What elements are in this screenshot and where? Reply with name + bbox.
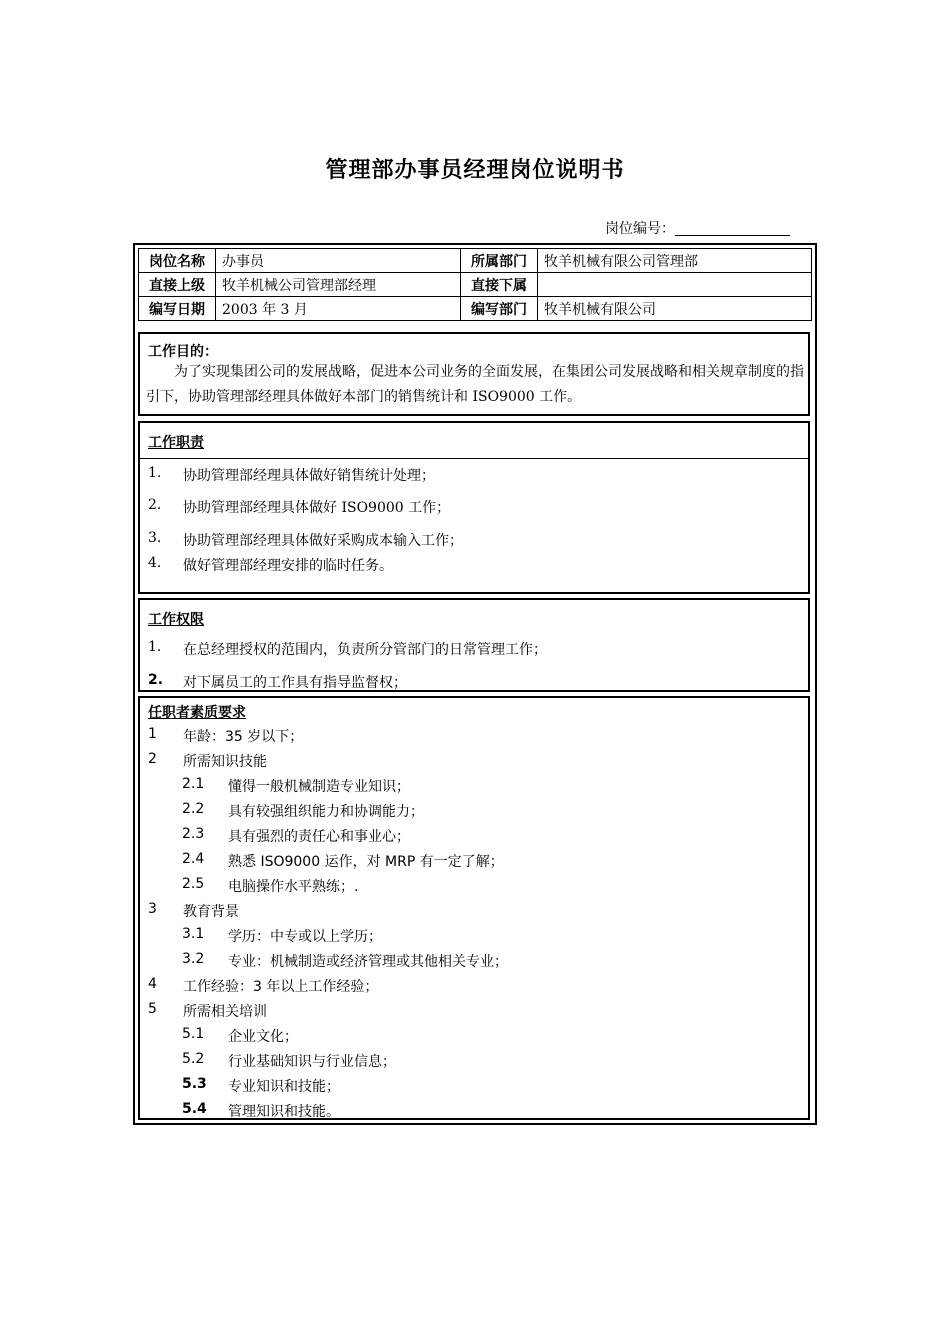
item-text: 工作经验：3 年以上工作经验； — [183, 979, 379, 995]
department-label: 所属部门 — [461, 249, 538, 273]
item-text: 企业文化； — [228, 1029, 298, 1045]
subordinate-label: 直接下属 — [461, 273, 538, 297]
item-number: 5 — [148, 1001, 157, 1017]
position-name-label: 岗位名称 — [139, 249, 216, 273]
item-text: 电脑操作水平熟练；. — [228, 879, 359, 895]
item-text: 所需相关培训 — [183, 1004, 267, 1020]
item-number: 4 — [148, 976, 157, 992]
duties-heading: 工作职责 — [148, 435, 204, 451]
item-number: 3.2 — [182, 951, 205, 967]
purpose-heading: 工作目的： — [148, 344, 218, 360]
item-text: 所需知识技能 — [183, 754, 267, 770]
department-value: 牧羊机械有限公司管理部 — [538, 249, 812, 273]
table-row — [139, 273, 812, 297]
superior-value: 牧羊机械公司管理部经理 — [216, 273, 461, 297]
item-text: 年龄：35 岁以下； — [183, 729, 304, 745]
post-number-blank — [675, 221, 790, 236]
item-text: 行业基础知识与行业信息； — [228, 1054, 396, 1070]
job-description-frame — [133, 243, 817, 1125]
requirements-heading: 任职者素质要求 — [148, 705, 246, 721]
item-number: 3 — [148, 901, 157, 917]
item-text: 专业知识和技能； — [228, 1079, 340, 1095]
item-text: 管理知识和技能。 — [228, 1104, 340, 1120]
basic-info-table — [138, 248, 812, 321]
date-value: 2003 年 3 月 — [216, 297, 461, 321]
item-text: 懂得一般机械制造专业知识； — [228, 779, 410, 795]
duties-section: 工作职责 1. 协助管理部经理具体做好销售统计处理； 2. 协助管理部经理具体做好 ISO9000 工作； 3. 协助管理部经理具体做好采购成本输入工作； 4. 做好管理部经理安排的临时任务。 — [138, 421, 810, 594]
post-number — [605, 218, 790, 238]
item-text: 具有强烈的责任心和事业心； — [228, 829, 410, 845]
subordinate-value — [538, 273, 812, 297]
item-number: 5.4 — [182, 1101, 207, 1117]
item-number: 5.3 — [182, 1076, 207, 1092]
item-number: 5.1 — [182, 1026, 205, 1042]
table-row — [139, 249, 812, 273]
purpose-section — [138, 332, 810, 416]
date-label: 编写日期 — [139, 297, 216, 321]
item-number: 2.3 — [182, 826, 205, 842]
item-text: 熟悉 ISO9000 运作，对 MRP 有一定了解； — [228, 854, 504, 870]
author-dept-label: 编写部门 — [461, 297, 538, 321]
authority-section: 工作权限 1. 在总经理授权的范围内，负责所分管部门的日常管理工作； 2. 对下属员工的工作具有指导监督权； — [138, 598, 810, 692]
item-text: 具有较强组织能力和协调能力； — [228, 804, 424, 820]
superior-label: 直接上级 — [139, 273, 216, 297]
item-number: 2.4 — [182, 851, 205, 867]
post-number-label: 岗位编号： — [605, 221, 675, 237]
item-number: 2 — [148, 751, 157, 767]
item-number: 2.1 — [182, 776, 205, 792]
item-text: 专业：机械制造或经济管理或其他相关专业； — [228, 954, 508, 970]
purpose-text: 为了实现集团公司的发展战略，促进本公司业务的全面发展，在集团公司发展战略和相关规章制度的指引下，协助管理部经理具体做好本部门的销售统计和 ISO9000 工作。 — [146, 364, 804, 405]
item-number: 3.1 — [182, 926, 205, 942]
table-row — [139, 297, 812, 321]
item-number: 2.5 — [182, 876, 205, 892]
item-number: 2.2 — [182, 801, 205, 817]
divider — [140, 458, 808, 459]
author-dept-value: 牧羊机械有限公司 — [538, 297, 812, 321]
item-text: 教育背景 — [183, 904, 239, 920]
position-name-value: 办事员 — [216, 249, 461, 273]
item-number: 5.2 — [182, 1051, 205, 1067]
item-text: 学历：中专或以上学历； — [228, 929, 382, 945]
requirements-section — [138, 696, 810, 1120]
item-number: 1 — [148, 726, 157, 742]
authority-heading: 工作权限 — [148, 612, 204, 628]
page-title: 管理部办事员经理岗位说明书 — [325, 158, 625, 183]
